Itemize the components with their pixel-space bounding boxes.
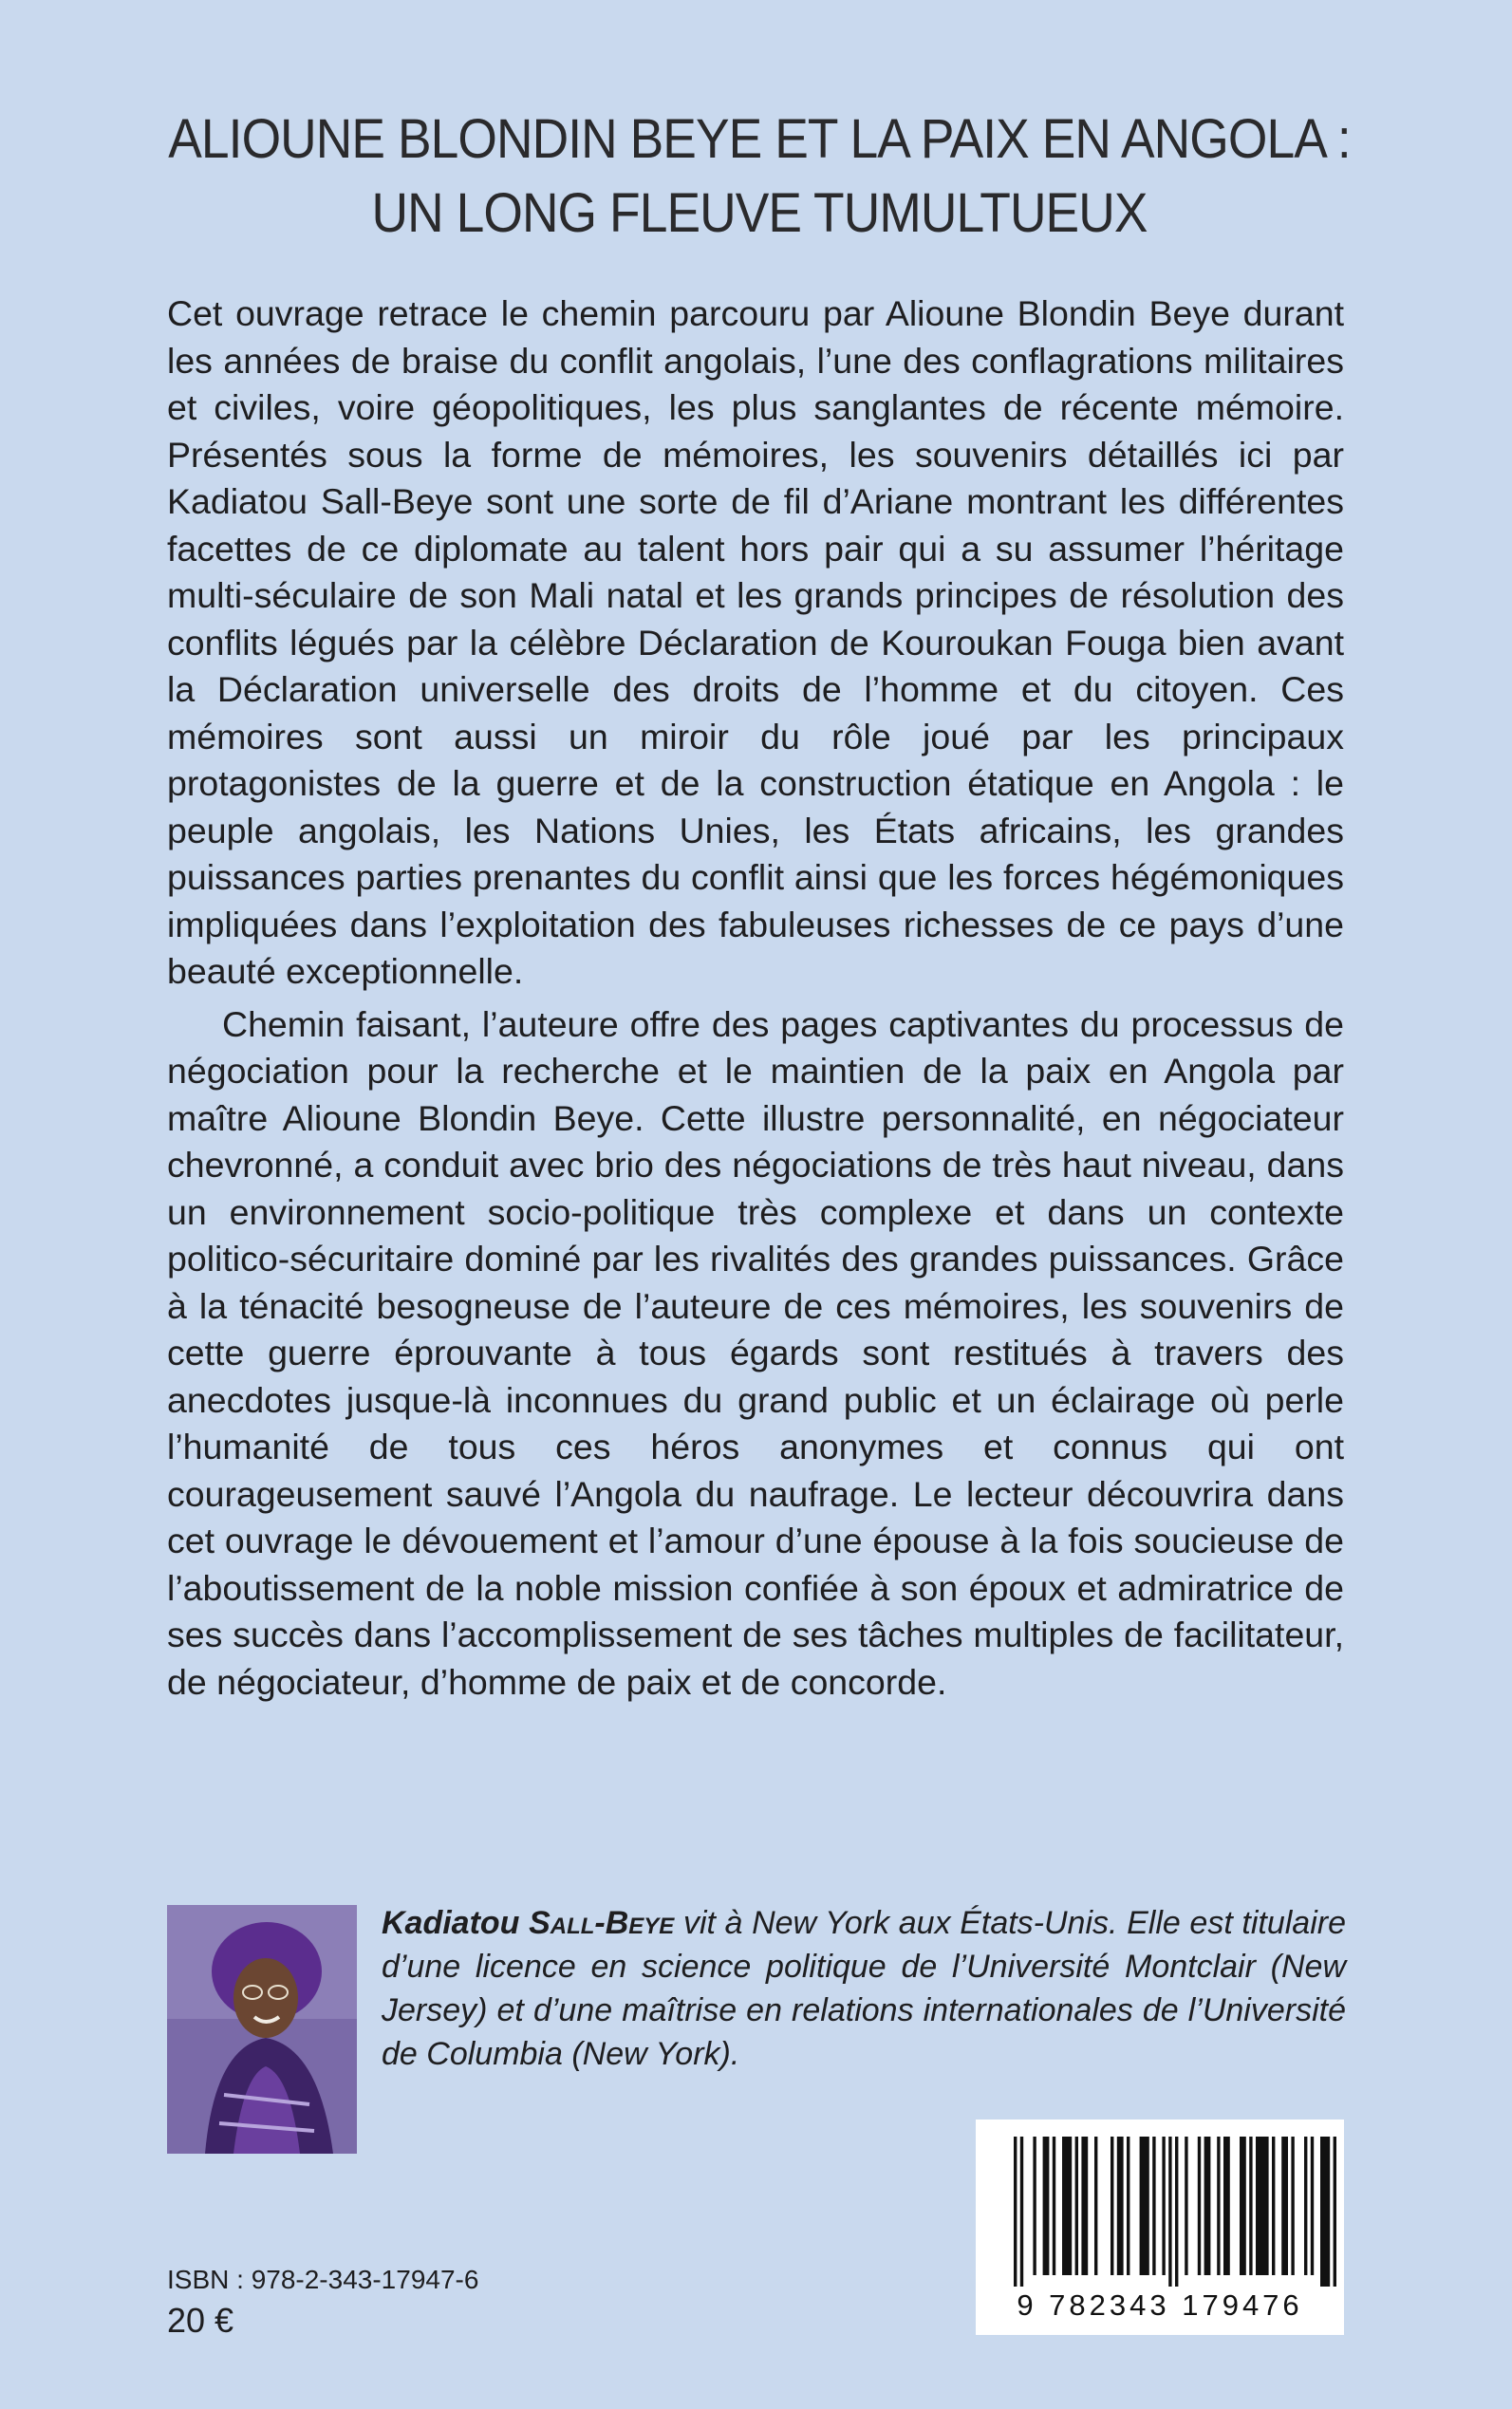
barcode-bar [1053,2137,1055,2275]
author-bio [382,1901,1346,2076]
barcode-bar [1094,2137,1097,2275]
barcode-bars [976,2120,1344,2290]
author-bio-text: vit à New York aux États-Unis. Elle est titulaire d’une licence en science politique de l’Université Montclair (New Jersey) et d’une maîtrise en relations internationales de l’Université de Columbia (New York). [382,1905,1346,2072]
barcode-bar [1198,2137,1201,2275]
title-line-2: UN LONG FLEUVE TUMULTUEUX [371,182,1148,244]
book-title [165,103,1353,251]
price: 20 € [167,2301,234,2340]
back-cover-summary [167,290,1344,1706]
barcode-bar [1117,2137,1124,2275]
barcode-bar [1162,2137,1165,2275]
barcode-bar [1175,2137,1178,2287]
barcode-bar [1033,2137,1036,2275]
barcode-bar [1204,2137,1211,2275]
author-first-name: Kadiatou [382,1905,520,1941]
barcode-bar [1320,2137,1330,2287]
barcode-bar [1272,2137,1275,2275]
barcode-bar [1240,2137,1246,2275]
barcode-digits: 9 782343 179476 [1017,2288,1303,2322]
barcode-bar [1281,2137,1288,2275]
barcode-bar [1217,2137,1220,2275]
barcode-bar [1020,2137,1023,2287]
barcode-bar [1043,2137,1050,2275]
barcode-bar [1291,2137,1294,2275]
barcode-bar [1334,2137,1336,2287]
barcode-bar [1311,2137,1314,2275]
barcode-bar [1152,2137,1155,2275]
barcode-bar [1223,2137,1230,2275]
isbn: ISBN : 978-2-343-17947-6 [167,2265,479,2294]
barcode-bar [1304,2137,1307,2275]
summary-paragraph-1: Cet ouvrage retrace le chemin parcouru par Alioune Blondin Beye durant les années de braise du conflit angolais, l’une des conflagrations militaires et civiles, voire géopolitiques, les plus sanglantes de récente mémoire. Présentés sous la forme de mémoires, les souvenirs détaillés ici par Kadiatou Sall-Beye sont une sorte de fil d’Ariane montrant les différentes facettes de ce diplomate au talent hors pair qui a su assumer l’héritage multi-séculaire de son Mali natal et les grands principes de résolution des conflits légués par la célèbre Déclaration de Kouroukan Fouga bien avant la Déclaration universelle des droits de l’homme et du citoyen. Ces mémoires sont aussi un miroir du rôle joué par les principaux protagonistes de la guerre et de la construction étatique en Angola : le peuple angolais, les Nations Unies, les États africains, les grandes puissances parties prenantes du conflit ainsi que les forces hégémoniques impliquées dans l’exploitation des fabuleuses richesses de ce pays d’une beauté exceptionnelle. [167,293,1344,991]
barcode-bar [1185,2137,1187,2275]
barcode [976,2120,1344,2335]
title-line-1: ALIOUNE BLONDIN BEYE ET LA PAIX EN ANGOLA : [168,108,1351,170]
barcode-bar [1075,2137,1078,2275]
barcode-bar [1140,2137,1149,2275]
barcode-bar [1168,2137,1171,2287]
barcode-bar [1111,2137,1113,2275]
barcode-bar [1249,2137,1252,2275]
summary-paragraph-2: Chemin faisant, l’auteure offre des pages captivantes du processus de négociation pour la recherche et le maintien de la paix en Angola par maître Alioune Blondin Beye. Cette illustre personnalité, en négociateur chevronné, a conduit avec brio des négociations de très haut niveau, dans un environnement socio-politique très complexe et dans un contexte politico-sécuritaire dominé par les rivalités des grandes puissances. Grâce à la ténacité besogneuse de l’auteure de ces mémoires, les souvenirs de cette guerre éprouvante à tous égards sont restitués à travers des anecdotes jusque-là inconnues du grand public et un éclairage où perle l’humanité de tous ces héros anonymes et connus qui ont courageusement sauvé l’Angola du naufrage. Le lecteur découvrira dans cet ouvrage le dévouement et l’amour d’une épouse à la fois soucieuse de l’aboutissement de la noble mission confiée à son époux et admiratrice de ses succès dans l’accomplissement de ses tâches multiples de facilitateur, de négociateur, d’homme de paix et de concorde. [167,1003,1344,1702]
author-photo [167,1905,357,2154]
barcode-bar [1014,2137,1017,2287]
barcode-bar [1062,2137,1072,2275]
author-portrait-illustration [167,1905,357,2154]
barcode-bar [1081,2137,1088,2275]
author-last-name: Sall-Beye [529,1905,675,1941]
barcode-bar [1127,2137,1129,2275]
barcode-bar [1256,2137,1269,2275]
